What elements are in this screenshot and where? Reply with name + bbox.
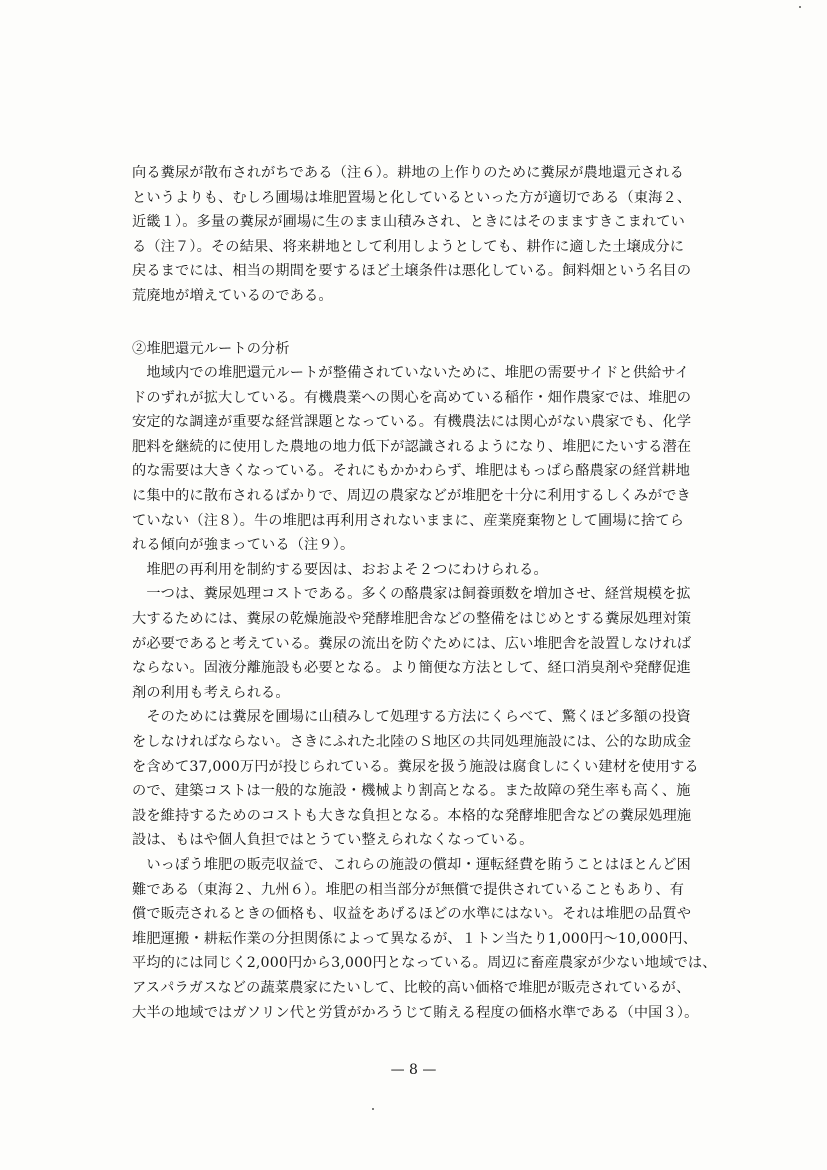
text-line: 向る糞尿が散布されがちである（注６）。耕地の上作りのために糞尿が農地還元される <box>132 165 684 181</box>
text-line: 荒廃地が増えているのである。 <box>132 288 333 304</box>
text-line: 地域内での堆肥還元ルートが整備されていないために、堆肥の需要サイドと供給サイ <box>132 365 690 381</box>
text-line: 設は、もはや個人負担ではとうてい整えられなくなっている。 <box>132 832 534 849</box>
text-line: が必要であると考えている。糞尿の流出を防ぐためには、広い堆肥舎を設置しなければ <box>132 635 692 652</box>
section-heading: ②堆肥還元ルートの分析 <box>132 341 290 357</box>
text-line: ならない。固液分離施設も必要となる。より簡便な方法として、経口消臭剤や発酵促進 <box>132 660 691 677</box>
text-line: 的な需要は大きくなっている。それにもかかわらず、堆肥はもっぱら酪農家の経営耕地 <box>132 463 691 480</box>
text-line: 堆肥の再利用を制約する要因は、おおよそ２つにわけられる。 <box>132 561 548 578</box>
text-line: をしなければならない。さきにふれた北陸のＳ地区の共同処理施設には、公的な助成金 <box>132 734 692 750</box>
text-line: 堆肥運搬・耕耘作業の分担関係によって異なるが、１トン当たり1,000円～10,000円、 <box>132 930 698 947</box>
text-line: というよりも、むしろ圃場は堆肥置場と化しているといった方が適切である（東海２、 <box>132 189 692 206</box>
text-line: アスパラガスなどの蔬菜農家にたいして、比較的高い価格で堆肥が販売されているが、 <box>132 980 691 996</box>
text-line: いっぽう堆肥の販売収益で、これらの施設の償却・運転経費を賄うことはほとんど困 <box>132 857 691 873</box>
text-line: 大するためには、糞尿の乾燥施設や発酵堆肥舎などの整備をはじめとする糞尿処理対策 <box>132 611 692 627</box>
text-line: 肥料を継続的に使用した農地の地力低下が認識されるようになり、堆肥にたいする潜在 <box>132 438 692 455</box>
text-line: 設を維持するためのコストも大きな負担となる。本格的な発酵堆肥舎などの糞尿処理施 <box>132 807 692 824</box>
scan-speck <box>799 6 801 8</box>
text-line: 戻るまでには、相当の期間を要するほど土壌条件は悪化している。飼料畑という名目の <box>132 263 692 280</box>
text-line: れる傾向が強まっている（注９）。 <box>132 537 355 554</box>
text-line: 剤の利用も考えられる。 <box>132 684 290 701</box>
text-line: ていない（注８）。牛の堆肥は再利用されないままに、産業廃棄物として圃場に捨てら <box>132 512 685 529</box>
text-line: 安定的な調達が重要な経営課題となっている。有機農法には関心がない農家でも、化学 <box>132 414 692 431</box>
text-line: ので、建築コストは一般的な施設・機械より割高となる。また故障の発生率も高く、施 <box>132 783 691 800</box>
scan-speck <box>372 1108 374 1110</box>
text-line: を含めて37,000万円が投じられている。糞尿を扱う施設は腐食しにくい建材を使用する <box>132 758 699 775</box>
text-line: る（注７）。その結果、将来耕地として利用しようとしても、耕作に適した土壌成分に <box>132 238 685 255</box>
text-line: 一つは、糞尿処理コストである。多くの酪農家は飼養頭数を増加させ、経営規模を拡 <box>132 586 691 603</box>
text-line: に集中的に散布されるばかりで、周辺の農家などが堆肥を十分に利用するしくみができ <box>132 488 691 504</box>
text-line: 平均的には同じく2,000円から3,000円となっている。周辺に畜産農家が少ない地域では、 <box>132 955 717 972</box>
text-line: ドのずれが拡大している。有機農業への関心を高めている稲作・畑作農家では、堆肥の <box>132 389 692 406</box>
text-line: 難である（東海２、九州６）。堆肥の相当部分が無償で提供されていることもあり、有 <box>132 881 685 898</box>
page-number: — 8 — <box>390 1062 437 1078</box>
text-line: 近畿１）。多量の糞尿が圃場に生のまま山積みされ、ときにはそのまますきこまれてい <box>132 214 685 231</box>
text-line: そのためには糞尿を圃場に山積みして処理する方法にくらべて、驚くほど多額の投資 <box>132 709 691 726</box>
text-line: 償で販売されるときの価格も、収益をあげるほどの水準にはない。それは堆肥の品質や <box>132 906 692 923</box>
text-line: 大半の地域ではガソリン代と労賃がかろうじて賄える程度の価格水準である（中国３）。 <box>132 1004 699 1021</box>
